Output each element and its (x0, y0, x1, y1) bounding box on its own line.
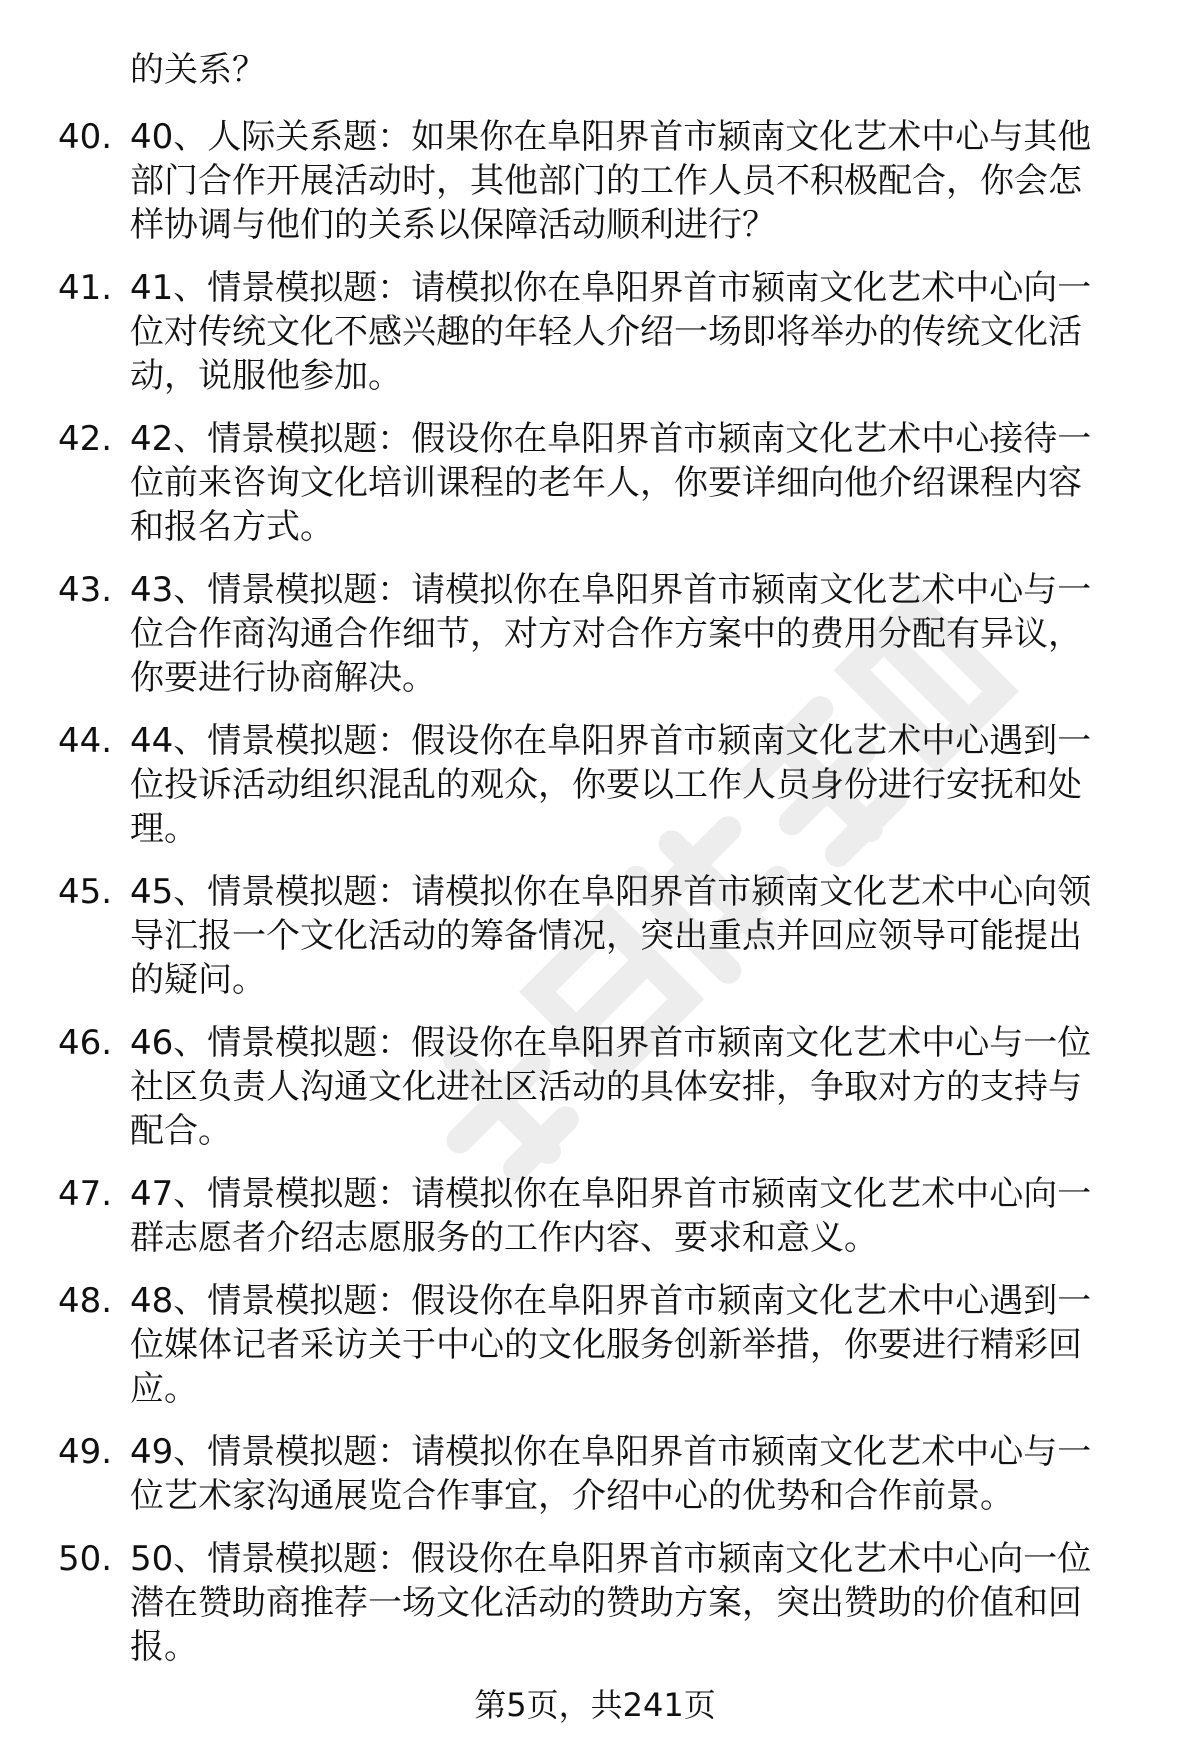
question-text-line: 位前来咨询文化培训课程的老年人，你要详细向他介绍课程内容 (130, 463, 1082, 503)
question-text-line: 的疑问。 (130, 960, 266, 1000)
question-text-line: 导汇报一个文化活动的筹备情况，突出重点并回应领导可能提出 (130, 916, 1082, 956)
question-number: 48. (58, 1281, 113, 1321)
question-text-line: 部门合作开展活动时，其他部门的工作人员不积极配合，你会怎 (130, 161, 1082, 201)
question-number: 41. (58, 268, 113, 308)
question-number: 50. (58, 1539, 113, 1579)
question-text-line: 47、情景模拟题：请模拟你在阜阳界首市颍南文化艺术中心向一 (130, 1174, 1092, 1214)
question-item (0, 1537, 1190, 1669)
question-list (0, 115, 1190, 1688)
question-text-line: 43、情景模拟题：请模拟你在阜阳界首市颍南文化艺术中心与一 (130, 570, 1092, 610)
question-number: 45. (58, 872, 113, 912)
question-text-line: 48、情景模拟题：假设你在阜阳界首市颍南文化艺术中心遇到一 (130, 1281, 1092, 1321)
question-item (0, 115, 1190, 247)
question-item (0, 870, 1190, 1002)
question-text-line: 和报名方式。 (130, 507, 334, 547)
question-number: 44. (58, 721, 113, 761)
question-text-line: 40、人际关系题：如果你在阜阳界首市颍南文化艺术中心与其他 (130, 117, 1092, 157)
question-number: 46. (58, 1023, 113, 1063)
question-text-line: 49、情景模拟题：请模拟你在阜阳界首市颍南文化艺术中心与一 (130, 1432, 1092, 1472)
question-text-line: 群志愿者介绍志愿服务的工作内容、要求和意义。 (130, 1218, 878, 1258)
question-text-line: 报。 (130, 1627, 198, 1667)
question-number: 42. (58, 419, 113, 459)
question-text-line: 应。 (130, 1369, 198, 1409)
page-footer: 第5页，共241页 (474, 1686, 716, 1724)
question-text-line: 位合作商沟通合作细节，对方对合作方案中的费用分配有异议， (130, 614, 1082, 654)
question-text-line: 42、情景模拟题：假设你在阜阳界首市颍南文化艺术中心接待一 (130, 419, 1092, 459)
question-number: 47. (58, 1174, 113, 1214)
question-text-line: 动，说服他参加。 (130, 356, 402, 396)
question-text-line: 位艺术家沟通展览合作事宜，介绍中心的优势和合作前景。 (130, 1476, 1014, 1516)
question-text-line: 位投诉活动组织混乱的观众，你要以工作人员身份进行安抚和处 (130, 765, 1082, 805)
question-item (0, 1279, 1190, 1411)
question-number: 40. (58, 117, 113, 157)
question-item (0, 568, 1190, 700)
question-text-line: 45、情景模拟题：请模拟你在阜阳界首市颍南文化艺术中心向领 (130, 872, 1092, 912)
question-text-line: 41、情景模拟题：请模拟你在阜阳界首市颍南文化艺术中心向一 (130, 268, 1092, 308)
continuation-line: 的关系？ (130, 50, 266, 90)
question-item (0, 1172, 1190, 1260)
question-text-line: 样协调与他们的关系以保障活动顺利进行？ (130, 205, 776, 245)
question-item (0, 1430, 1190, 1518)
question-item (0, 1021, 1190, 1153)
question-text-line: 配合。 (130, 1111, 232, 1151)
question-text-line: 44、情景模拟题：假设你在阜阳界首市颍南文化艺术中心遇到一 (130, 721, 1092, 761)
question-item (0, 266, 1190, 398)
question-text-line: 理。 (130, 809, 198, 849)
question-number: 43. (58, 570, 113, 610)
question-text-line: 你要进行协商解决。 (130, 658, 436, 698)
question-text-line: 46、情景模拟题：假设你在阜阳界首市颍南文化艺术中心与一位 (130, 1023, 1092, 1063)
question-item (0, 719, 1190, 851)
question-number: 49. (58, 1432, 113, 1472)
question-item (0, 417, 1190, 549)
question-text-line: 位对传统文化不感兴趣的年轻人介绍一场即将举办的传统文化活 (130, 312, 1082, 352)
question-text-line: 50、情景模拟题：假设你在阜阳界首市颍南文化艺术中心向一位 (130, 1539, 1092, 1579)
question-text-line: 社区负责人沟通文化进社区活动的具体安排，争取对方的支持与 (130, 1067, 1082, 1107)
question-text-line: 位媒体记者采访关于中心的文化服务创新举措，你要进行精彩回 (130, 1325, 1082, 1365)
question-text-line: 潜在赞助商推荐一场文化活动的赞助方案，突出赞助的价值和回 (130, 1583, 1082, 1623)
